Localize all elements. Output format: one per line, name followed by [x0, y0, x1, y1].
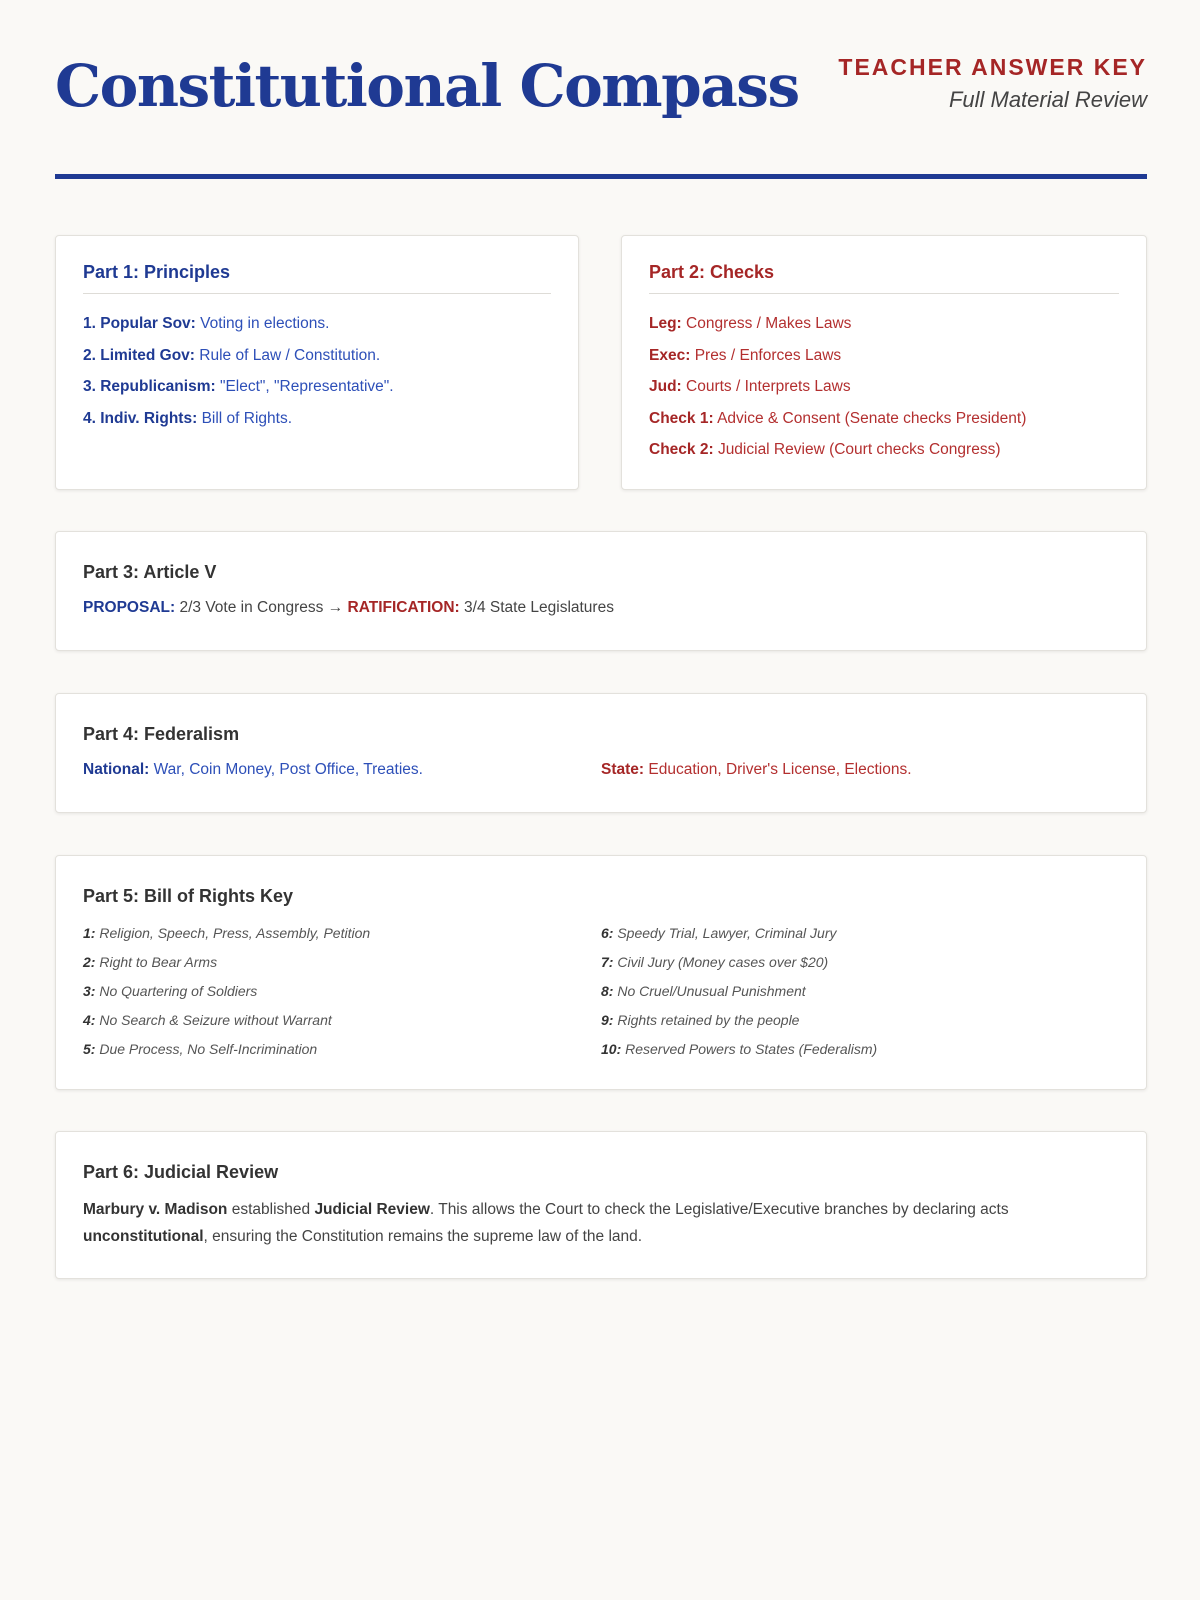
federalism-powers — [83, 761, 1119, 779]
state-label: State: — [601, 761, 645, 778]
part6-judicial-review-card — [55, 1131, 1147, 1279]
principle-label: 3. Republicanism: — [83, 378, 216, 395]
part3-title: Part 3: Article V — [83, 562, 217, 582]
principle-label: 4. Indiv. Rights: — [83, 409, 198, 427]
case-name: Marbury v. Madison — [83, 1201, 228, 1218]
amendment-number: 3: — [83, 983, 96, 999]
national-text: War, Coin Money, Post Office, Treaties. — [153, 761, 423, 778]
national-powers — [83, 761, 601, 779]
concept-name: Judicial Review — [314, 1201, 430, 1218]
check-label: Jud: — [649, 378, 682, 395]
part3-article-v-card — [55, 531, 1147, 651]
check-label: Exec: — [649, 346, 691, 364]
principle-item — [83, 371, 551, 403]
part6-title: Part 6: Judicial Review — [83, 1162, 279, 1182]
amendment-number: 1: — [83, 925, 96, 941]
amendment-item — [83, 919, 601, 948]
amendment-item — [83, 1006, 601, 1035]
check-text: Advice & Consent (Senate checks President) — [717, 409, 1027, 427]
part2-checks-card — [621, 235, 1147, 490]
check-label: Leg: — [649, 315, 682, 332]
amendment-number: 5: — [83, 1041, 96, 1057]
principle-label: 2. Limited Gov: — [83, 346, 195, 364]
amendment-number: 9: — [601, 1012, 614, 1028]
page-header — [55, 0, 1147, 180]
part5-bill-of-rights-card — [55, 855, 1147, 1090]
amendment-item — [601, 977, 1119, 1006]
amendment-text: No Cruel/Unusual Punishment — [617, 983, 806, 999]
check-item — [649, 308, 1119, 340]
proposal-label: PROPOSAL: — [83, 599, 176, 616]
rights-column-left — [83, 919, 601, 1064]
amendment-item — [601, 948, 1119, 977]
principle-text: Bill of Rights. — [201, 409, 293, 427]
check-text: Pres / Enforces Laws — [694, 346, 842, 364]
part1-principles-card — [55, 235, 579, 490]
rights-column-right — [601, 919, 1119, 1064]
amendment-text: No Quartering of Soldiers — [99, 983, 258, 999]
ratification-label: RATIFICATION: — [347, 599, 460, 616]
check-text: Judicial Review (Court checks Congress) — [717, 441, 1001, 458]
part2-title: Part 2: Checks — [649, 262, 1119, 294]
paragraph-text: established — [227, 1201, 315, 1218]
check-text: Courts / Interprets Laws — [686, 378, 851, 395]
amendment-text: Speedy Trial, Lawyer, Criminal Jury — [617, 925, 837, 941]
amendment-number: 7: — [601, 954, 614, 970]
rights-list — [83, 919, 1119, 1064]
keyword: unconstitutional — [83, 1227, 204, 1245]
judicial-review-paragraph — [83, 1197, 1119, 1250]
national-label: National: — [83, 761, 150, 778]
principle-item — [83, 308, 551, 340]
amendment-text: Rights retained by the people — [617, 1012, 800, 1028]
answer-key-page — [55, 0, 1147, 1245]
amendment-text: Civil Jury (Money cases over $20) — [617, 954, 829, 970]
principle-item — [83, 340, 551, 372]
header-divider — [55, 174, 1147, 179]
key-title: TEACHER ANSWER KEY — [838, 54, 1147, 80]
part5-title: Part 5: Bill of Rights Key — [83, 886, 294, 906]
check-item — [649, 403, 1119, 435]
check-item — [649, 434, 1119, 466]
paragraph-text: , ensuring the Constitution remains the supreme law of the land. — [203, 1227, 643, 1245]
state-text: Education, Driver's License, Elections. — [648, 761, 912, 778]
principle-item — [83, 403, 551, 435]
amendment-number: 4: — [83, 1012, 96, 1028]
amendment-text: Reserved Powers to States (Federalism) — [625, 1041, 878, 1057]
part4-title: Part 4: Federalism — [83, 724, 240, 744]
check-text: Congress / Makes Laws — [686, 315, 852, 332]
amendment-item — [83, 948, 601, 977]
page-title: Constitutional Compass — [55, 52, 799, 120]
amendment-process — [83, 599, 1119, 617]
arrow-right-icon: → — [327, 599, 344, 616]
amendment-text: Right to Bear Arms — [99, 954, 218, 970]
principle-text: "Elect", "Representative". — [219, 378, 394, 395]
amendment-item — [601, 919, 1119, 948]
amendment-number: 6: — [601, 925, 614, 941]
amendment-number: 8: — [601, 983, 614, 999]
ratification-text: 3/4 State Legislatures — [464, 599, 614, 616]
check-label: Check 2: — [649, 441, 714, 458]
check-item — [649, 340, 1119, 372]
amendment-item — [83, 977, 601, 1006]
amendment-item — [601, 1035, 1119, 1064]
state-powers — [601, 761, 1119, 779]
principle-text: Rule of Law / Constitution. — [199, 346, 381, 364]
amendment-item — [601, 1006, 1119, 1035]
amendment-item — [83, 1035, 601, 1064]
key-subtitle: Full Material Review — [948, 87, 1147, 112]
amendment-text: Due Process, No Self-Incrimination — [99, 1041, 318, 1057]
principle-label: 1. Popular Sov: — [83, 315, 196, 332]
part1-title: Part 1: Principles — [83, 262, 551, 294]
proposal-text: 2/3 Vote in Congress — [179, 599, 324, 616]
answer-key-label — [838, 54, 1147, 113]
principle-text: Voting in elections. — [200, 315, 330, 332]
check-item — [649, 371, 1119, 403]
amendment-number: 10: — [601, 1041, 622, 1057]
amendment-number: 2: — [83, 954, 96, 970]
amendment-text: No Search & Seizure without Warrant — [99, 1012, 332, 1028]
check-label: Check 1: — [649, 409, 714, 427]
part4-federalism-card — [55, 693, 1147, 813]
amendment-text: Religion, Speech, Press, Assembly, Petition — [99, 925, 371, 941]
paragraph-text: . This allows the Court to check the Legislative/Executive branches by declaring acts — [429, 1201, 1009, 1218]
